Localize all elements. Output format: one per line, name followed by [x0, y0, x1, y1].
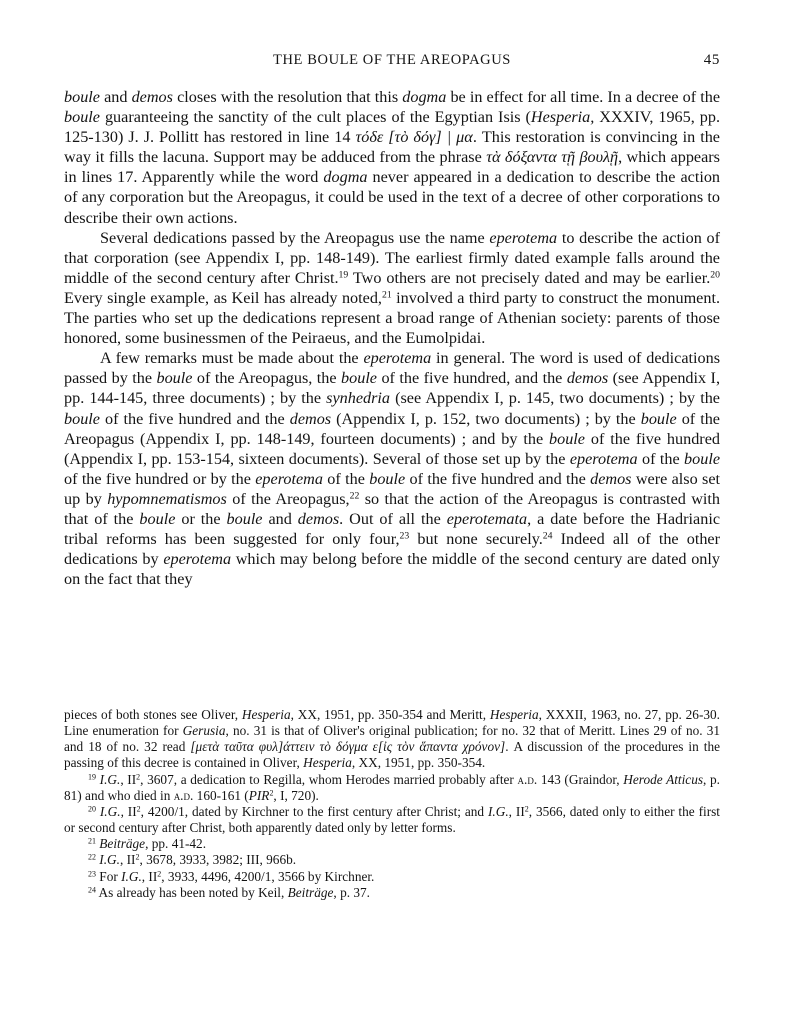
text-run: , 4200/1, dated by Kirchner to the first century after Christ; and [140, 803, 488, 819]
text-run: , XX, 1951, pp. 350-354 and Meritt, [290, 707, 490, 722]
italic-text: boule [369, 469, 406, 488]
body-paragraph [64, 228, 720, 349]
italic-text: boule [341, 369, 377, 388]
text-run: so that the action of the Areopagus is contrasted with that of the [64, 489, 720, 528]
italic-text: demos [590, 469, 632, 488]
note-ref: 20 [88, 804, 96, 814]
footnote [64, 885, 720, 901]
text-run: involved a third party to construct the monument. The parties who set up the dedications represent a broad range of Athenian society: parents of those honored, some businessmen of the Peiraeus, and the Eumolpidai. [64, 288, 720, 348]
italic-text: boule [226, 509, 263, 528]
text-run: which may belong before the middle of the second century are dated only on the fact that they [64, 550, 720, 589]
text-run: of the five hundred (Appendix I, pp. 153-154, sixteen documents). Several of those set up by the [64, 429, 720, 468]
italic-text: boule [64, 409, 100, 428]
note-ref: 22 [349, 490, 360, 502]
text-run: of the Areopagus, [226, 489, 350, 508]
text-run: , no. 31 is that of Oliver's original publication; for no. 32 that of Meritt. Lines 29 of no. 31 and 18 of no. 32 read [64, 723, 720, 755]
text-run: in general. The word is used of dedications passed by the [64, 349, 720, 388]
running-header [64, 52, 720, 72]
footnote [64, 852, 720, 868]
italic-text: boule [640, 409, 677, 428]
italic-text: boule [156, 369, 193, 388]
text-run: Indeed all of the other dedications by [64, 530, 721, 569]
text-run: Several dedications passed by the Areopagus use the name [100, 228, 490, 247]
italic-text: boule [64, 88, 100, 106]
text-run: of the Areopagus, the [192, 369, 342, 388]
italic-text: I.G. [99, 803, 121, 819]
text-run: . Out of all the [339, 509, 447, 528]
text-run: . This restoration is convincing in the way it fills the lacuna. Support may be adduced from the phrase [64, 128, 720, 167]
note-ref: 2 [269, 788, 274, 798]
text-run: Every single example, as Keil has already noted, [64, 288, 382, 307]
note-ref: 2 [524, 804, 529, 814]
text-run: , II [120, 771, 137, 787]
text-run: (see Appendix I, p. 145, two documents) ; by the [390, 389, 720, 408]
italic-text: synhedria [326, 389, 390, 408]
italic-text: demos [566, 369, 609, 388]
note-ref: 2 [157, 869, 162, 879]
footnote [64, 869, 720, 885]
text-run: XXXIV, 1965, pp. 125-130) J. J. Pollitt has restored in line 14 [64, 108, 720, 147]
note-ref: 23 [88, 869, 96, 879]
text-run: of the Areopagus (Appendix I, pp. 148-149, fourteen documents) ; and by the [64, 409, 720, 448]
text-run: , II [119, 852, 136, 868]
italic-text: Beiträge [287, 884, 334, 900]
text-run: of the five hundred and the [99, 409, 290, 428]
italic-text: I.G. [99, 852, 120, 868]
italic-text: Herode Atticus [623, 771, 704, 787]
small-caps-text: a.d. [517, 771, 538, 787]
text-run: of the [637, 449, 685, 468]
text-run: (see Appendix I, pp. 144-145, three documents) ; by the [64, 369, 720, 408]
italic-text: τὰ δόξαντα τῇ βουλῇ [486, 148, 619, 167]
text-run: or the [175, 509, 227, 528]
italic-text: dogma [402, 88, 447, 106]
italic-text: eperotema [255, 469, 323, 488]
note-ref: 23 [399, 530, 410, 542]
italic-text: boule [549, 429, 585, 448]
text-run: of the five hundred, and the [377, 369, 567, 388]
text-run: (Appendix I, p. 152, two documents) ; by the [331, 409, 641, 428]
text-run: , pp. 41-42. [145, 836, 207, 852]
text-run: were also set up by [64, 469, 720, 508]
text-run: 143 (Graindor, [537, 771, 624, 787]
note-ref: 2 [135, 853, 140, 863]
italic-text: Hesperia [241, 707, 291, 722]
note-ref: 24 [88, 885, 96, 895]
note-ref: 19 [88, 772, 96, 782]
text-run: closes with the resolution that this [172, 88, 403, 106]
text-run: pieces of both stones see Oliver, [64, 707, 242, 722]
italic-text: eperotemata [446, 509, 528, 528]
page-number: 45 [703, 52, 720, 68]
text-run: , XX, 1951, pp. 350-354. [351, 755, 486, 771]
text-run: For [95, 868, 122, 884]
italic-text: Gerusia [182, 723, 226, 739]
text-run: but none securely. [409, 530, 543, 549]
italic-text: I.G. [487, 803, 509, 819]
text-run: , 3607, a dedication to Regilla, whom Herodes married probably after [140, 771, 518, 787]
small-caps-text: a.d. [173, 787, 194, 803]
italic-text: Beiträge [99, 836, 146, 852]
text-run: . A discussion of the procedures in the passing of this decree is contained in Oliver, [64, 739, 720, 771]
italic-text: Hesperia [489, 707, 539, 722]
text-run: , II [141, 868, 158, 884]
body-paragraph [64, 87, 720, 228]
note-ref: 2 [136, 772, 141, 782]
italic-text: τόδε [τὸ δόγ] | μα [355, 128, 473, 147]
text-run: to describe the action of that corporation (see Appendix I, pp. 148-149). The earliest firmly dated example falls around the middle of the second century after Christ. [64, 228, 720, 287]
note-ref: 21 [381, 289, 392, 301]
text-run: guaranteeing the sanctity of the cult places of the Egyptian Isis ( [99, 108, 531, 127]
text-run: Two others are not precisely dated and may be earlier. [348, 268, 711, 287]
italic-text: Hesperia, [530, 108, 595, 127]
text-run: be in effect for all time. In a decree of the [446, 88, 721, 106]
text-run: , 3933, 4496, 4200/1, 3566 by Kirchner. [161, 868, 375, 884]
italic-text: I.G. [121, 868, 142, 884]
text-run: 160-161 ( [193, 787, 249, 803]
text-run: and [99, 88, 132, 106]
running-title: THE BOULE OF THE AREOPAGUS [273, 52, 511, 68]
italic-text: demos [289, 409, 332, 428]
footnote [64, 836, 720, 852]
text-run: , a date before the Hadrianic tribal reforms has been suggested for only four, [64, 509, 720, 549]
italic-text: Hesperia [303, 755, 352, 771]
text-run: , p. 37. [333, 884, 370, 900]
footnote [64, 707, 720, 772]
italic-text: demos [131, 88, 173, 106]
footnote [64, 804, 720, 836]
text-run: of the [322, 469, 370, 488]
italic-text: PIR [248, 787, 270, 803]
italic-text: demos [297, 509, 340, 528]
italic-text: hypomnematismos [107, 489, 227, 508]
text-run: A few remarks must be made about the [100, 349, 364, 368]
text-run: , which appears in lines 17. Apparently while the word [64, 148, 720, 187]
text-run: , II [120, 803, 137, 819]
note-ref: 21 [88, 836, 96, 846]
text-run: , XXXII, 1963, no. 27, pp. 26-30. Line enumeration for [64, 707, 720, 739]
note-ref: 22 [88, 853, 96, 863]
text-run: , p. 81) and who died in [64, 771, 720, 803]
text-run: , 3566, dated only to either the first or second century after Christ, both apparently dated only by letter forms. [64, 803, 720, 836]
main-text [64, 87, 720, 589]
text-run: As already has been noted by Keil, [95, 884, 288, 900]
italic-text: boule [684, 449, 721, 468]
text-run: never appeared in a dedication to describe the action of any corporation but the Areopagus, it could be used in the text of a decree of other corporations to describe their own actions. [64, 168, 721, 227]
text-run: of the five hundred and the [405, 469, 591, 488]
italic-text: dogma [323, 168, 368, 187]
italic-text: [μετὰ ταῦτα φυλ]άττειν τὸ δόγμα ε[ἰς τὸν ἅπαντα χρόνον] [190, 739, 506, 755]
text-run: of the five hundred or by the [64, 469, 256, 488]
text-run: , II [508, 803, 525, 819]
italic-text: eperotema [489, 228, 558, 247]
note-ref: 19 [338, 269, 349, 281]
note-ref: 24 [542, 530, 553, 542]
text-run: and [262, 509, 298, 528]
footnote [64, 772, 720, 804]
footnotes [64, 707, 720, 901]
italic-text: eperotema [163, 550, 232, 569]
italic-text: eperotema [569, 449, 638, 468]
italic-text: boule [139, 509, 176, 528]
note-ref: 2 [136, 804, 141, 814]
note-ref: 20 [710, 269, 720, 281]
body-paragraph [64, 348, 720, 589]
italic-text: boule [64, 108, 100, 127]
italic-text: I.G. [99, 771, 121, 787]
text-run: , 3678, 3933, 3982; III, 966b. [139, 852, 297, 868]
text-run: , I, 720). [273, 787, 319, 803]
italic-text: eperotema [363, 349, 432, 368]
